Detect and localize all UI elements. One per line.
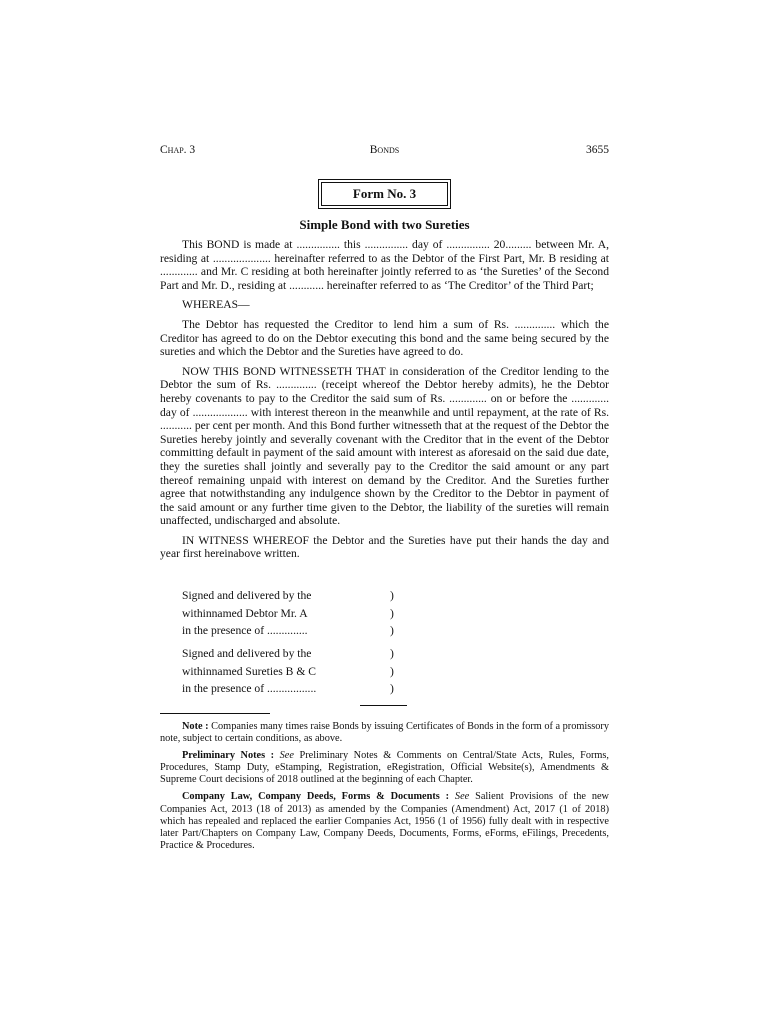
signature-text: in the presence of ................. — [182, 682, 317, 696]
note-text: Preliminary Notes & Comments on Central/State Acts, Rules, Forms, Procedures, Stamp Duty, eStamping, Registration, eRegistration, Official Website(s), Amendments & Supreme Court decisions of 2018 outlined at the beginning of each Chapter. — [160, 750, 609, 786]
note-label: Company Law, Company Deeds, Forms & Documents : — [182, 791, 450, 803]
bracket: ) — [390, 647, 394, 660]
note-see: See — [274, 750, 294, 762]
signature-rule — [360, 705, 407, 706]
bracket: ) — [390, 606, 394, 620]
note-label: Preliminary Notes : — [182, 750, 275, 762]
signature-text: in the presence of .............. — [182, 624, 308, 638]
bracket: ) — [390, 589, 394, 602]
signature-text: Signed and delivered by the — [182, 589, 312, 602]
signature-text: withinnamed Debtor Mr. A — [182, 606, 308, 620]
note-company-law — [160, 791, 609, 851]
paragraph-witnesseth: NOW THIS BOND WITNESSETH THAT in consideration of the Creditor lending to the Debtor the sum of Rs. .............. (receipt whereof the Debtor hereby admits), he the Debtor hereby covenants to pay to the Creditor the said sum of Rs. ............. on or before the ............. day of ................... with interest thereon in the meanwhile and until repayment, at the rate of Rs. ........... per cent per month. And this Bond further witnesseth that at the request of the Debtor the Sureties hereby jointly and severally covenant with the Creditor that in the event of the Debtor committing default in payment of the said amount with interest as aforesaid on the said due date, they the sureties shall jointly and severally pay to the Creditor the said amount or any part thereof remaining unpaid with interest on demand by the Creditor. And the Sureties further agree that notwithstanding any indulgence shown by the Creditor to the Debtor in payment of the said amount or any further time given to the Debtor, the liability of the sureties will remain unaffected, undischarged and absolute. — [160, 364, 609, 528]
footnotes — [160, 721, 609, 857]
paragraph-whereas: WHEREAS— — [182, 298, 250, 312]
signature-line — [182, 645, 412, 663]
form-number-label: Form No. 3 — [321, 182, 448, 206]
note-text: Salient Provisions of the new Companies Act, 2013 (18 of 2013) as amended by the Companies (Amendment) Act, 2017 (1 of 2018) which has repealed and replaced the earlier Companies Act, 1956 (1 of 1956) fully dealt with in respective later Part/Chapters on Company Law, Company Deeds, Documents, Forms, eForms, eFilings, Precedents, Practice & Procedures. — [160, 791, 609, 851]
signature-line — [182, 605, 412, 623]
paragraph-in-witness: IN WITNESS WHEREOF the Debtor and the Sureties have put their hands the day and year first hereinabove written. — [160, 533, 609, 561]
bracket: ) — [390, 682, 394, 696]
note-text: Companies many times raise Bonds by issuing Certificates of Bonds in the form of a promissory note, subject to certain conditions, as above. — [160, 721, 609, 745]
footnote-rule — [160, 713, 270, 714]
signature-line — [182, 663, 412, 681]
note-general — [160, 721, 609, 745]
signature-block-debtor — [182, 587, 412, 640]
signature-line — [182, 587, 412, 605]
paragraph-parties: This BOND is made at ............... this ............... day of ............... 20......... between Mr. A, residing at .................... hereinafter referred to as the Debtor of the First Part, Mr. B residing at ............. and Mr. C residing at both hereinafter jointly referred to as ‘the Sureties’ of the Second Part and Mr. D., residing at ............ hereinafter referred to as ‘The Creditor’ of the Third Part; — [160, 238, 609, 292]
note-see: See — [449, 791, 470, 803]
document-title: Simple Bond with two Sureties — [299, 217, 470, 232]
signature-line — [182, 622, 412, 640]
bond-body — [160, 238, 609, 567]
paragraph-request: The Debtor has requested the Creditor to lend him a sum of Rs. .............. which the Creditor has agreed to do on the Debtor executing this bond and the same being secured by the sureties and which the Debtor and the Sureties have agreed to do. — [160, 317, 609, 359]
signature-text: Signed and delivered by the — [182, 647, 312, 660]
chapter-label: Chap. 3 — [160, 144, 196, 156]
signature-line — [182, 680, 412, 698]
page-number: 3655 — [586, 144, 609, 156]
signature-block-sureties — [182, 645, 412, 698]
running-title: Bonds — [369, 144, 400, 156]
note-preliminary — [160, 750, 609, 786]
form-number-box — [318, 179, 451, 209]
bracket: ) — [390, 624, 394, 638]
bracket: ) — [390, 664, 394, 678]
note-label: Note : — [182, 721, 209, 732]
signature-text: withinnamed Sureties B & C — [182, 664, 316, 678]
